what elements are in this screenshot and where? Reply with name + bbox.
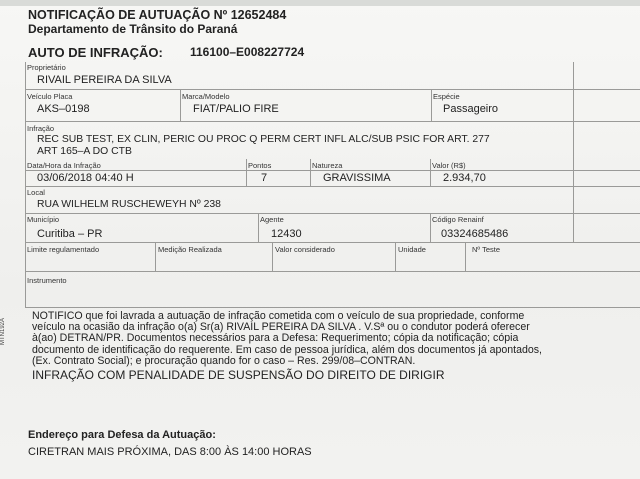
valor-value: 2.934,70 bbox=[443, 172, 486, 184]
grid-line bbox=[465, 242, 466, 271]
grid-line bbox=[25, 62, 26, 307]
limite-label: Limite regulamentado bbox=[27, 245, 100, 254]
agente-value: 12430 bbox=[271, 228, 302, 240]
grid-line bbox=[430, 159, 431, 186]
proprietario-value: RIVAIL PEREIRA DA SILVA bbox=[37, 74, 172, 86]
top-shadow bbox=[0, 0, 640, 6]
grid-line bbox=[430, 213, 431, 242]
agente-label: Agente bbox=[260, 215, 284, 224]
local-value: RUA WILHELM RUSCHEWEYH Nº 238 bbox=[37, 199, 221, 210]
grid-line bbox=[25, 271, 640, 272]
grid-line bbox=[25, 186, 640, 187]
grid-line bbox=[573, 62, 574, 242]
grid-line bbox=[155, 242, 156, 271]
proprietario-label: Proprietário bbox=[27, 63, 66, 72]
notice-line: veículo na ocasião da infração o(a) Sr(a) RIVAIL PEREIRA DA SILVA . V.Sª ou o condutor poderá oferecer bbox=[32, 321, 530, 334]
marca-label: Marca/Modelo bbox=[182, 92, 230, 101]
notification-title: NOTIFICAÇÃO DE AUTUAÇÃO Nº 12652484 bbox=[28, 8, 287, 22]
penalty-text: INFRAÇÃO COM PENALIDADE DE SUSPENSÃO DO DIREITO DE DIRIGIR bbox=[32, 368, 445, 383]
renainf-value: 03324685486 bbox=[441, 228, 509, 240]
auto-infracao-number: 116100–E008227724 bbox=[190, 45, 305, 59]
grid-line bbox=[25, 213, 640, 214]
grid-line bbox=[258, 213, 259, 242]
placa-value: AKS–0198 bbox=[37, 103, 90, 115]
grid-line bbox=[272, 242, 273, 271]
notice-text bbox=[32, 311, 640, 383]
grid-line bbox=[25, 307, 640, 308]
defesa-value: CIRETRAN MAIS PRÓXIMA, DAS 8:00 ÀS 14:00 HORAS bbox=[28, 446, 312, 458]
natureza-label: Natureza bbox=[312, 161, 343, 170]
notice-line: à(ao) DETRAN/PR. Documentos necessários para a Defesa: Requerimento; cópia da notificação; cópia bbox=[32, 332, 519, 345]
instrumento-label: Instrumento bbox=[27, 276, 67, 285]
especie-value: Passageiro bbox=[443, 103, 499, 115]
local-label: Local bbox=[27, 188, 45, 197]
renainf-label: Código Renainf bbox=[432, 215, 484, 224]
valor-considerado-label: Valor considerado bbox=[275, 245, 335, 254]
grid-line bbox=[25, 242, 640, 243]
municipio-value: Curitiba – PR bbox=[37, 228, 103, 240]
pontos-value: 7 bbox=[261, 172, 268, 184]
notice-line: documento de identificação do requerente. Em caso de pessoa jurídica, além dos documentos já apontados, bbox=[32, 343, 542, 356]
notice-line: (Ex. Contrato Social); e procuração quando for o caso – Res. 299/08–CONTRAN. bbox=[32, 354, 416, 367]
grid-line bbox=[246, 159, 247, 186]
infracao-line1: REC SUB TEST, EX CLIN, PERIC OU PROC Q PERM CERT INFL ALC/SUB PSIC FOR ART. 277 bbox=[37, 134, 490, 145]
valor-label: Valor (R$) bbox=[432, 161, 466, 170]
side-form-code: MTN192A bbox=[0, 317, 6, 345]
grid-line bbox=[310, 159, 311, 186]
grid-line bbox=[25, 121, 640, 122]
infracao-line2: ART 165–A DO CTB bbox=[37, 146, 132, 157]
defesa-label: Endereço para Defesa da Autuação: bbox=[28, 429, 216, 441]
auto-infracao-label: AUTO DE INFRAÇÃO: bbox=[28, 45, 163, 60]
grid-line bbox=[25, 170, 640, 171]
medicao-label: Medição Realizada bbox=[158, 245, 222, 254]
infracao-label: Infração bbox=[27, 124, 55, 133]
data-hora-value: 03/06/2018 04:40 H bbox=[37, 172, 134, 184]
notice-line: NOTIFICO que foi lavrada a autuação de infração cometida com o veículo de sua propriedade, conforme bbox=[32, 310, 525, 322]
natureza-value: GRAVISSIMA bbox=[323, 172, 391, 184]
department-name: Departamento de Trânsito do Paraná bbox=[28, 22, 238, 36]
grid-line bbox=[395, 242, 396, 271]
pontos-label: Pontos bbox=[248, 161, 272, 170]
form-grid bbox=[25, 62, 640, 307]
placa-label: Veículo Placa bbox=[27, 92, 73, 101]
municipio-label: Município bbox=[27, 215, 60, 224]
data-hora-label: Data/Hora da Infração bbox=[27, 161, 101, 170]
marca-value: FIAT/PALIO FIRE bbox=[193, 103, 279, 115]
grid-line bbox=[25, 89, 640, 90]
especie-label: Espécie bbox=[433, 92, 460, 101]
grid-line bbox=[180, 89, 181, 121]
grid-line bbox=[431, 89, 432, 121]
teste-label: Nº Teste bbox=[472, 245, 501, 254]
unidade-label: Unidade bbox=[398, 245, 426, 254]
